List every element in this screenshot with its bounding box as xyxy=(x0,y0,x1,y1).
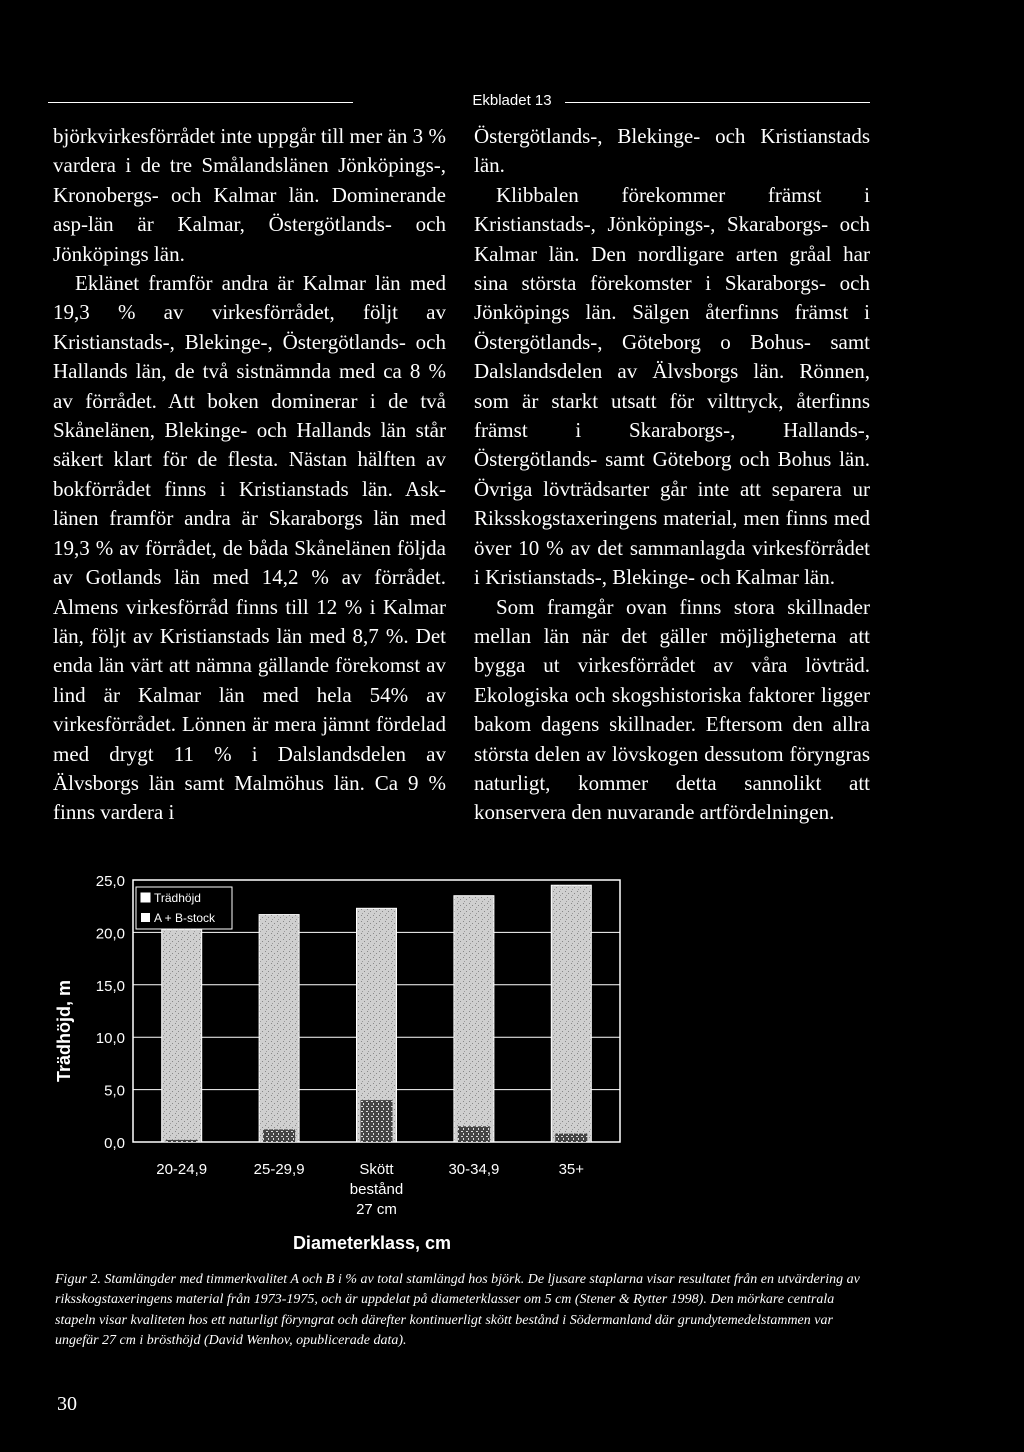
plot-area xyxy=(54,873,620,1253)
left-paragraph-1: björkvirkesförrådet inte uppgår till mer än 3 % vardera i de tre Smålandslänen Jönköpings-, Kronobergs- och Kalmar län. Dominerande asp-län är Kalmar, Östergötlands- och Jönköpings län. xyxy=(53,124,446,266)
x-axis-label: Diameterklass, cm xyxy=(292,1233,452,1253)
x-tick-label: 27 cm xyxy=(356,1201,397,1218)
y-tick-label: 10,0 xyxy=(95,1030,125,1048)
bar-ab-stock xyxy=(458,1126,490,1142)
x-tick-label: 30-34,9 xyxy=(448,1161,500,1178)
bar-tradhojd xyxy=(551,885,591,1142)
bar-chart xyxy=(0,860,700,1260)
right-paragraph-3: Som framgår ovan finns stora skillnader mellan län när det gäller möjligheterna att bygga ut virkesförrådet av våra lövträd. Ekologiska och skogshistoriska faktorer ligger bakom dagens skillnader. Eftersom den allra största delen av lövskogen dessutom föryngras naturligt, kommer detta sannolikt att konservera den nuvarande artfördelningen. xyxy=(474,594,870,825)
left-paragraph-2: Eklänet framför andra är Kalmar län med 19,3 % av virkesförrådet, följt av Kristianstads-, Blekinge-, Östergötlands- och Hallands län, de två sistnämnda med ca 8 % av förrådet. Att boken dominerar i de två Skånelänen, Blekinge- och Hallands län står säkert klart för de flesta. Nästan hälften av bokförrådet finns i Kristianstads län. Ask-länen framför andra är Skaraborgs län med 19,3 % av förrådet, de båda Skånelänen följda av Gotlands län med 14,2 % av förrådet. Almens virkesförråd finns till 12 % i Kalmar län, följt av Kristianstads län med 8,7 %. Det enda län värt att nämna gällande förekomst av lind är Kalmar län med hela 54% av virkesförrådet. Lönnen är mera jämnt fördelad med drygt 11 % i Dalslandsdelen av Älvsborgs län samt Malmöhus län. Ca 9 % finns vardera i xyxy=(53,271,446,825)
y-tick-label: 5,0 xyxy=(104,1082,125,1100)
x-tick-label: 35+ xyxy=(558,1161,585,1178)
y-tick-label: 20,0 xyxy=(95,925,125,943)
y-tick-label: 15,0 xyxy=(95,977,125,995)
x-tick-label: 25-29,9 xyxy=(253,1161,305,1178)
x-tick-label: bestånd xyxy=(349,1181,404,1198)
x-tick-label: 20-24,9 xyxy=(156,1161,208,1178)
page-number: 30 xyxy=(57,1393,77,1415)
bar-tradhojd xyxy=(259,915,299,1142)
right-paragraph-2: Klibbalen förekommer främst i Kristianstads-, Jönköpings-, Skaraborgs- och Kalmar län. Den nordligare arten gråal har sina största förekomster i Skaraborgs- och Jönköpings län. Sälgen återfinns främst i Östergötlands-, Göteborg o Bohus- samt Dalslandsdelen av Älvsborgs län. Rönnen, som är starkt utsatt för vilttryck, återfinns främst i Skaraborgs-, Hallands-, Östergötlands- samt Göteborg och Bohus län. Övriga lövträdsarter går inte att separera ur Riksskogstaxeringens material, men finns med över 10 % av det sammanlagda virkesförrådet i Kristianstads-, Blekinge- och Kalmar län. xyxy=(474,182,870,590)
header-rule-right xyxy=(565,102,870,103)
legend-label-ab-stock: A + B-stock xyxy=(154,911,216,925)
chart-svg xyxy=(0,860,700,1260)
bar-tradhojd xyxy=(454,896,494,1142)
legend-swatch-ab-stock xyxy=(141,913,150,922)
y-tick-label: 25,0 xyxy=(95,873,125,890)
bar-tradhojd xyxy=(162,929,202,1142)
right-column xyxy=(474,122,870,828)
x-tick-label: Skött xyxy=(359,1161,394,1178)
right-paragraph-1: Östergötlands-, Blekinge- och Kristianstads län. xyxy=(474,124,870,178)
left-column xyxy=(53,122,446,828)
figure-caption: Figur 2. Stamlängder med timmerkvalitet A och B i % av total stamlängd hos björk. De ljusare staplarna visar resultatet från en utvärdering av riksskogstaxeringens material från 1973-1975, och är uppdelat på diameterklasser om 5 cm (Stener & Rytter 1998). Den mörkare centrala stapeln visar kvaliteten hos ett naturligt föryngrat och därefter kontinuerligt skött bestånd i Södermanland där grundytemedelstammen var ungefär 27 cm i brösthöjd (David Wenhov, opublicerade data). xyxy=(55,1272,860,1349)
legend-swatch-tradhojd xyxy=(141,893,150,902)
legend-label-tradhojd: Trädhöjd xyxy=(154,891,201,905)
y-tick-label: 0,0 xyxy=(104,1135,125,1152)
bar-ab-stock xyxy=(166,1140,198,1142)
y-axis-label: Trädhöjd, m xyxy=(54,979,74,1083)
running-header: Ekbladet 13 xyxy=(472,92,552,109)
legend xyxy=(136,887,232,929)
bar-ab-stock xyxy=(361,1100,393,1142)
bar-ab-stock xyxy=(555,1134,587,1142)
bar-ab-stock xyxy=(263,1129,295,1142)
